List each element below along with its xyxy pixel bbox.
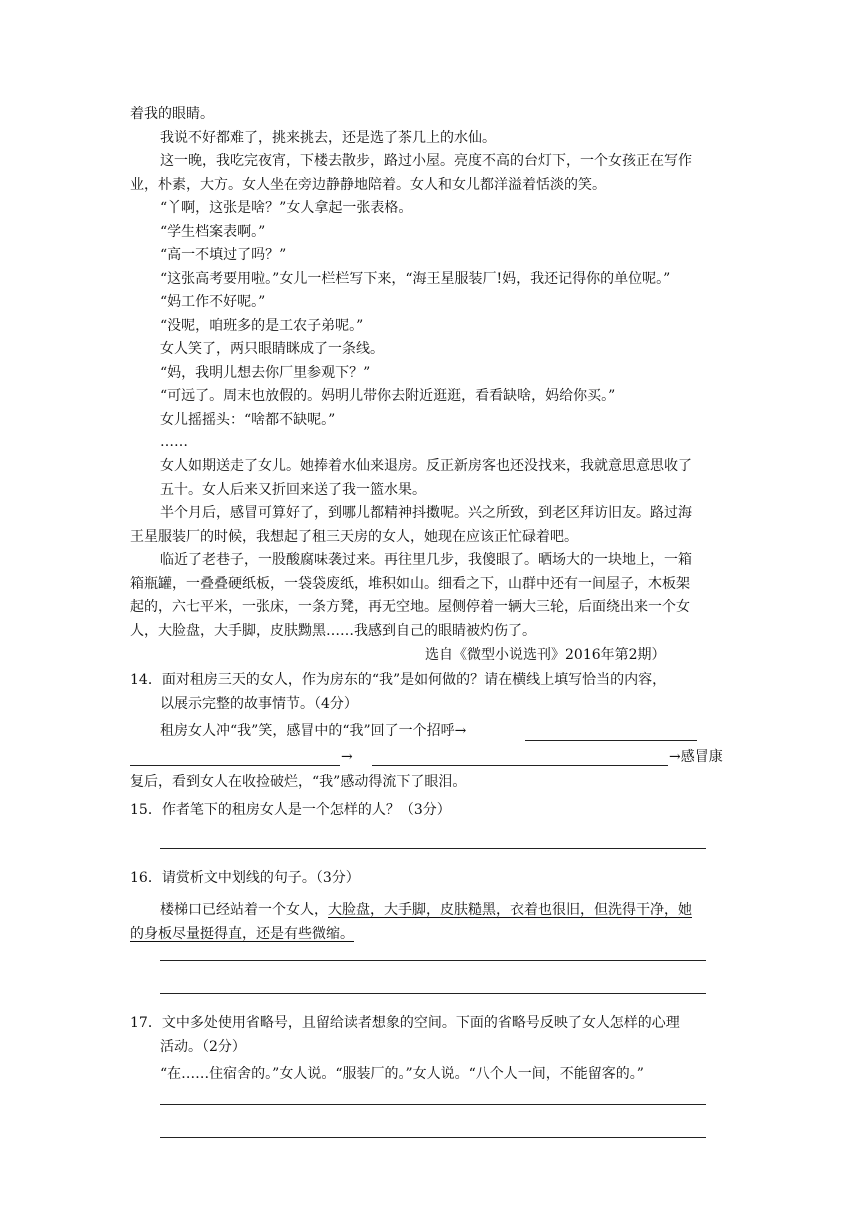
q17-prompt: 17．文中多处使用省略号，且留给读者想象的空间。下面的省略号反映了女人怎样的心理 [130, 1015, 680, 1031]
q16-answer-line[interactable] [160, 993, 706, 994]
story-source: 选自《微型小说选刊》2016年第2期） [425, 647, 666, 663]
story-line: 王星服装厂的时候，我想起了租三天房的女人，她现在应该正忙碌着吧。 [130, 529, 578, 545]
q14-answer-blank-2[interactable] [130, 765, 340, 766]
story-line: “没呢，咱班多的是工农子弟呢。” [160, 318, 364, 334]
q14-answer-blank-1[interactable] [525, 740, 697, 741]
story-line: 半个月后，感冒可算好了，到哪儿都精神抖擞呢。兴之所致，到老区拜访旧友。路过海 [160, 505, 692, 521]
q16-quote [160, 900, 692, 920]
q14-answer-blank-3[interactable] [372, 765, 668, 766]
story-line: 人，大脸盘，大手脚，皮肤黝黑……我感到自己的眼睛被灼伤了。 [130, 623, 536, 639]
story-line: “高一不填过了吗？” [160, 247, 287, 263]
story-line: 女儿摇摇头：“啥都不缺呢。” [160, 412, 336, 428]
story-line: “妈，我明儿想去你厂里参观下？” [160, 365, 371, 381]
q16-prompt: 16．请赏析文中划线的句子。（3分） [130, 870, 360, 886]
story-line: 业，朴素，大方。女人坐在旁边静静地陪着。女人和女儿都洋溢着恬淡的笑。 [130, 177, 606, 193]
q14-arrow: → [341, 749, 353, 765]
story-line: 这一晚，我吃完夜宵，下楼去散步，路过小屋。亮度不高的台灯下，一个女孩正在写作 [160, 153, 692, 169]
q15-answer-line[interactable] [160, 848, 706, 849]
q14-fill-end: →感冒康 [669, 749, 723, 765]
q16-answer-line[interactable] [160, 960, 706, 961]
q17-quote: “在……住宿舍的。”女人说。“服装厂的。”女人说。“八个人一间，不能留客的。” [160, 1066, 644, 1082]
q17-prompt: 活动。（2分） [160, 1039, 246, 1055]
story-line: 女人笑了，两只眼睛眯成了一条线。 [160, 341, 384, 357]
story-line: “可远了。周末也放假的。妈明儿带你去附近逛逛，看看缺啥，妈给你买。” [160, 388, 616, 404]
q17-answer-line[interactable] [160, 1104, 706, 1105]
q16-quote-underlined: 大脸盘，大手脚，皮肤糙黑，衣着也很旧，但洗得干净，她 [328, 902, 692, 918]
story-line: “这张高考要用啦。”女儿一栏栏写下来，“海王星服装厂!妈，我还记得你的单位呢。” [160, 271, 671, 287]
story-line: 五十。女人后来又折回来送了我一篮水果。 [160, 482, 426, 498]
story-line: “妈工作不好呢。” [160, 294, 266, 310]
story-line: 女人如期送走了女儿。她捧着水仙来退房。反正新房客也还没找来，我就意思意思收了 [160, 458, 692, 474]
story-ellipsis: …… [160, 434, 188, 450]
story-line: 起的，六七平米，一张床，一条方凳，再无空地。屋侧停着一辆大三轮，后面绕出来一个女 [130, 599, 690, 615]
q15-prompt: 15．作者笔下的租房女人是一个怎样的人？（3分） [130, 802, 451, 818]
q14-prompt: 14．面对租房三天的女人，作为房东的“我”是如何做的？请在横线上填写恰当的内容， [130, 672, 667, 688]
story-line: “丫啊，这张是啥？”女人拿起一张表格。 [160, 200, 413, 216]
q16-quote-plain: 楼梯口已经站着一个女人， [160, 902, 328, 918]
q16-quote-underlined-line2: 的身板尽量挺得直，还是有些微缩。 [130, 926, 354, 942]
q14-prompt: 以展示完整的故事情节。（4分） [160, 696, 358, 712]
q17-answer-line[interactable] [160, 1137, 706, 1138]
story-line: 箱瓶罐，一叠叠硬纸板，一袋袋废纸，堆积如山。细看之下，山群中还有一间屋子，木板架 [130, 576, 690, 592]
story-line: 临近了老巷子，一股酸腐味袭过来。再往里几步，我傻眼了。晒场大的一块地上，一箱 [160, 552, 692, 568]
story-line: “学生档案表啊。” [160, 224, 266, 240]
q14-prompt: 复后，看到女人在收捡破烂，“我”感动得流下了眼泪。 [130, 774, 467, 790]
q14-fill-start: 租房女人冲“我”笑，感冒中的“我”回了一个招呼→ [160, 723, 467, 739]
story-line: 着我的眼睛。 [130, 106, 214, 122]
story-line: 我说不好都难了，挑来挑去，还是选了茶几上的水仙。 [160, 130, 496, 146]
